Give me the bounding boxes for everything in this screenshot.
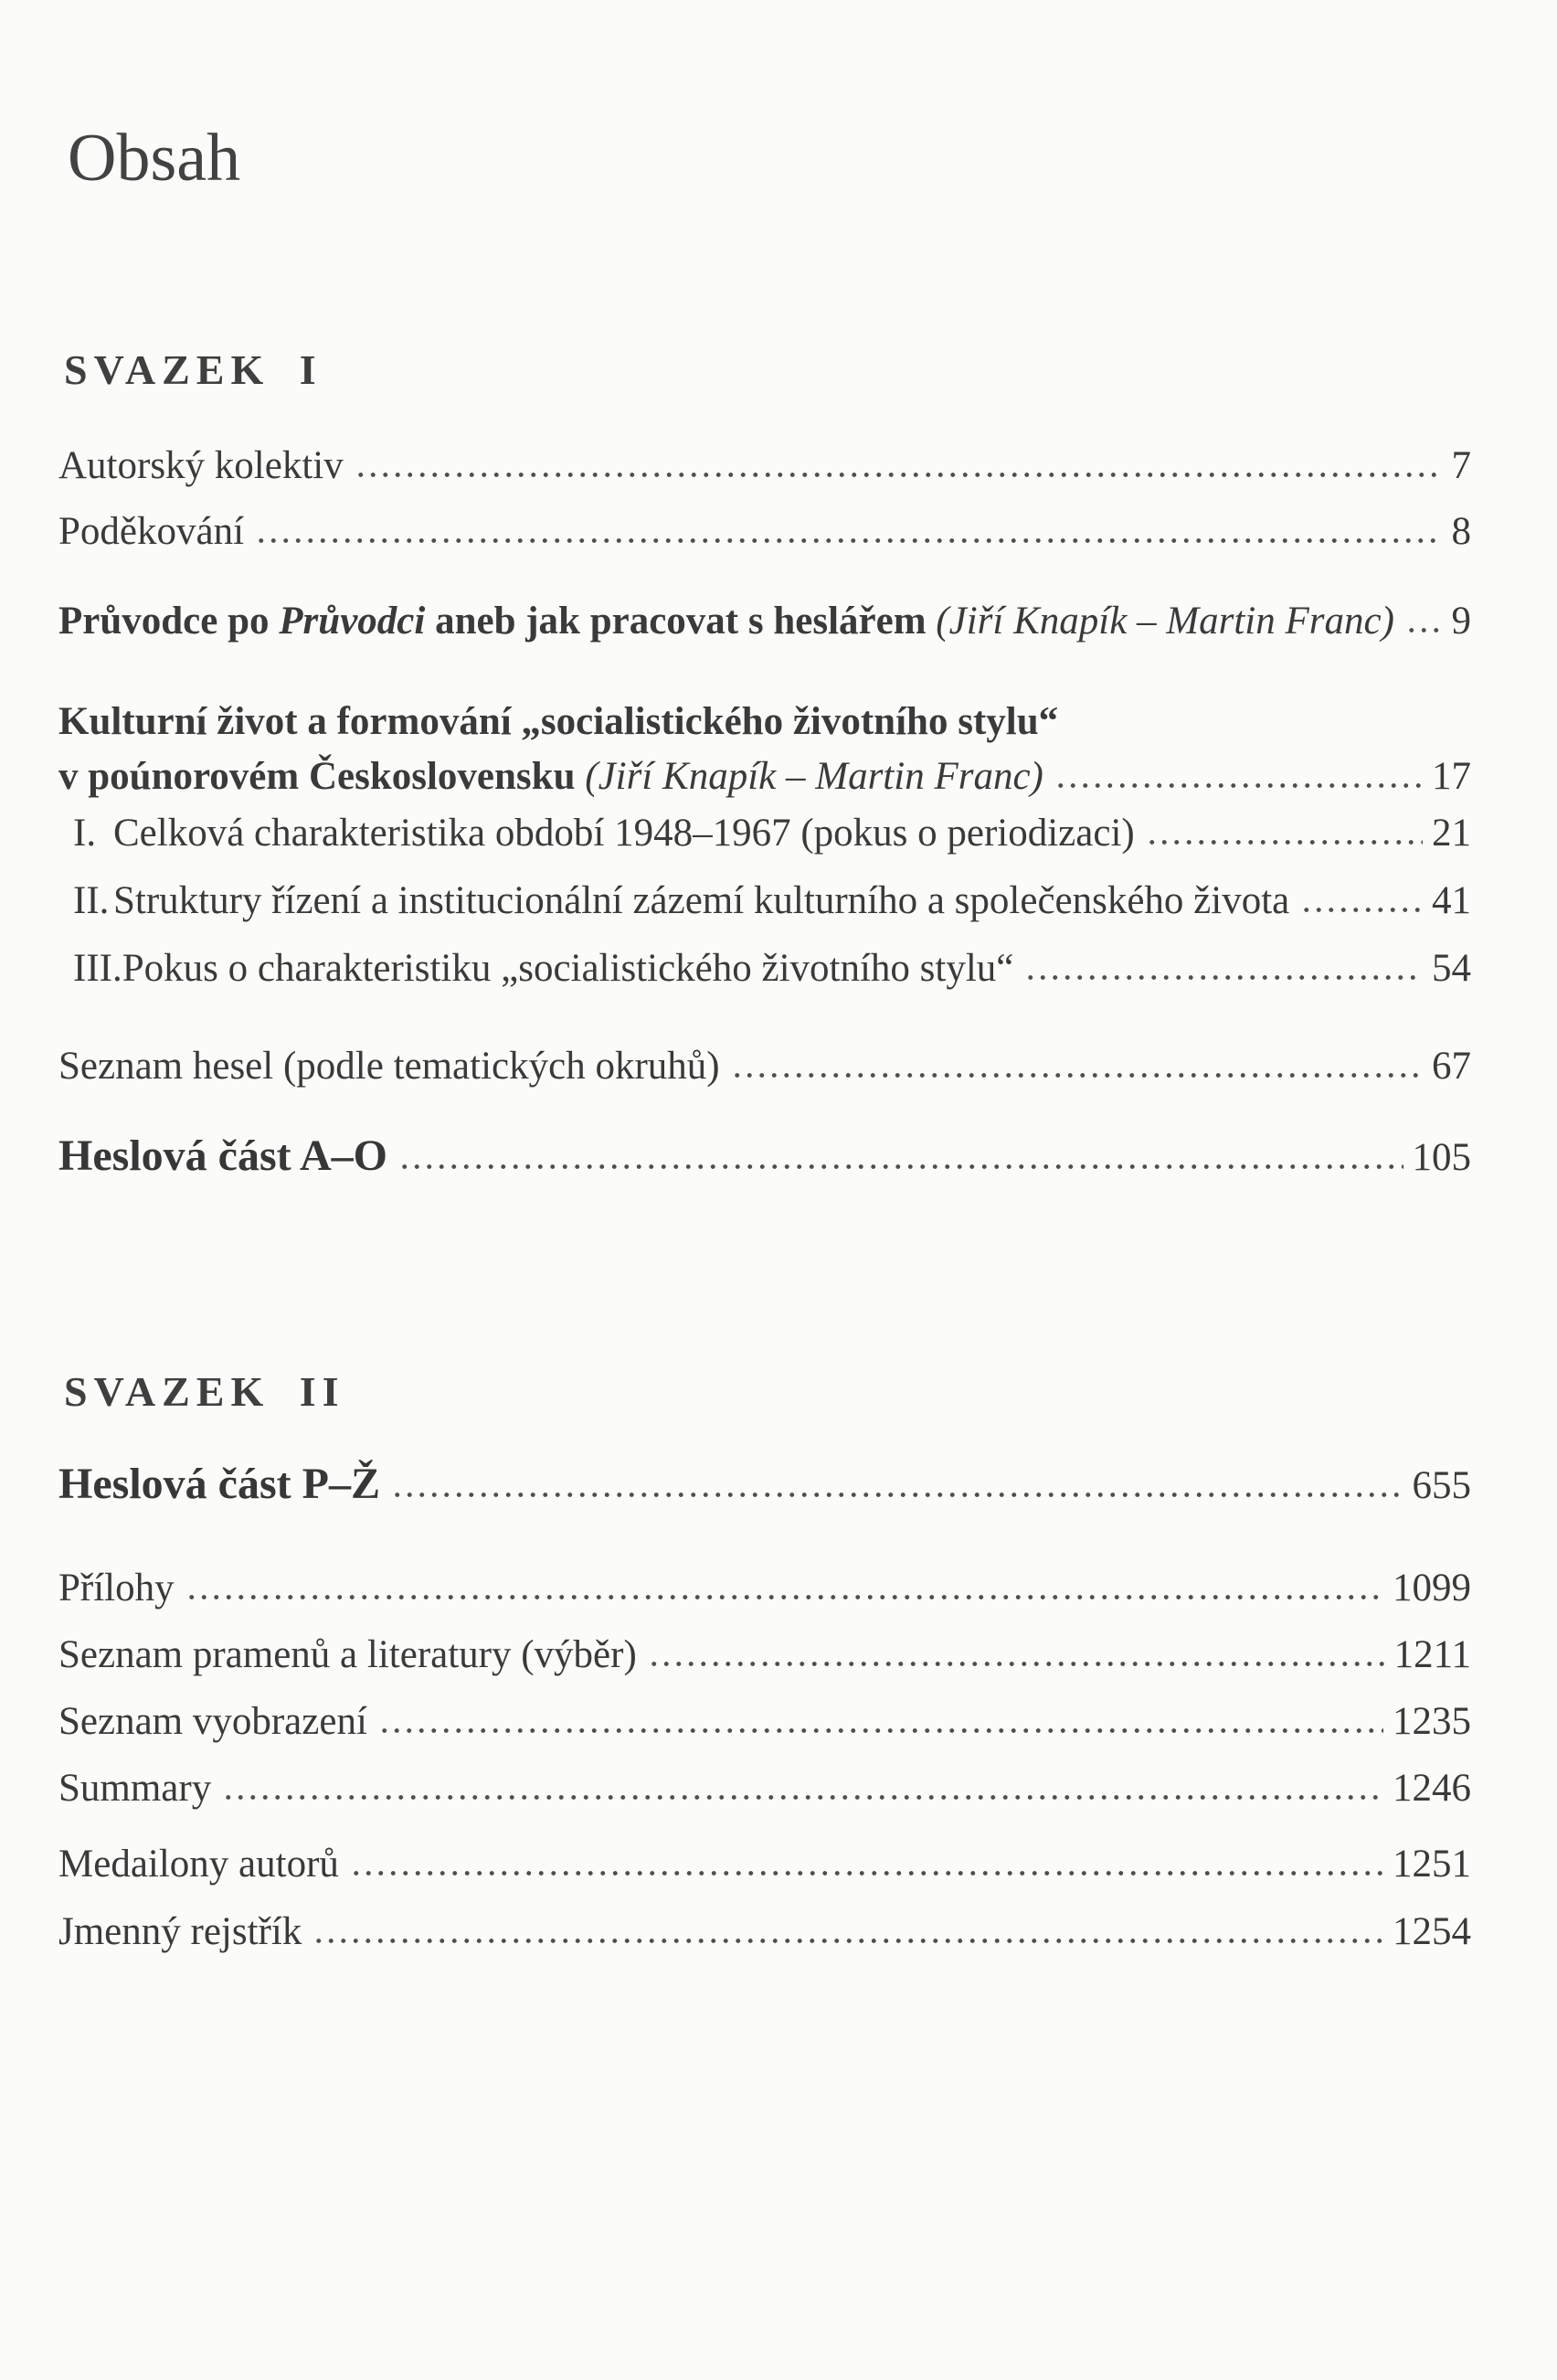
entry-label: Medailony autorů xyxy=(58,1843,339,1886)
dot-leader xyxy=(378,1727,1383,1734)
dot-leader xyxy=(731,1072,1423,1078)
toc-entry-medailony xyxy=(58,1844,1471,1884)
dot-leader xyxy=(185,1594,1383,1600)
page-number: 67 xyxy=(1432,1045,1471,1088)
page-number: 1099 xyxy=(1393,1567,1471,1610)
entry-label-part: v poúnorovém Československu xyxy=(58,755,586,798)
entry-label: Pokus o charakteristiku „socialistického životního stylu“ xyxy=(122,947,1014,990)
toc-entry-autorsky-kolektiv xyxy=(58,446,1471,485)
entry-label: Summary xyxy=(58,1767,212,1810)
toc-entry-kapitola-1 xyxy=(73,813,1471,853)
page-number: 8 xyxy=(1451,510,1471,553)
page-number: 54 xyxy=(1432,947,1471,990)
entry-label: Celková charakteristika období 1948–1967 (pokus o periodizaci) xyxy=(113,812,1135,855)
dot-leader xyxy=(255,537,1442,544)
entry-label: Seznam hesel (podle tematických okruhů) xyxy=(58,1045,720,1088)
toc-entry-kulturni-line2 xyxy=(58,757,1471,796)
page-number: 17 xyxy=(1432,755,1471,798)
dot-leader xyxy=(648,1661,1385,1667)
page-number: 7 xyxy=(1451,444,1471,487)
toc-entry-heslova-cast-pz xyxy=(58,1462,1471,1506)
page-number: 1211 xyxy=(1393,1633,1471,1676)
toc-entry-podekovani xyxy=(58,512,1471,551)
toc-entry-seznam-pramenu xyxy=(58,1635,1471,1674)
dot-leader xyxy=(355,472,1443,478)
toc-entry-jmenny-rejstrik xyxy=(58,1912,1471,1951)
entry-label xyxy=(58,757,1043,796)
page-number: 1254 xyxy=(1393,1910,1471,1953)
page-number: 9 xyxy=(1451,600,1471,643)
toc-entry-pruvodce xyxy=(58,601,1471,641)
toc-entry-kulturni-line1 xyxy=(58,702,1471,741)
entry-label: Jmenný rejstřík xyxy=(58,1910,302,1953)
dot-leader xyxy=(312,1938,1383,1944)
entry-authors: (Jiří Knapík – Martin Franc) xyxy=(585,755,1043,798)
entry-label: Seznam vyobrazení xyxy=(58,1700,367,1743)
toc-entry-kapitola-2 xyxy=(73,881,1471,920)
dot-leader xyxy=(1146,839,1423,845)
entry-label: Heslová část A–O xyxy=(58,1132,387,1180)
entry-label: Přílohy xyxy=(58,1567,175,1610)
toc-entry-seznam-hesel xyxy=(58,1047,1471,1086)
page-title: Obsah xyxy=(68,121,241,196)
entry-label: Autorský kolektiv xyxy=(58,444,344,487)
toc-entry-seznam-vyobrazeni xyxy=(58,1702,1471,1741)
entry-label-part-italic: Průvodci xyxy=(279,600,426,643)
dot-leader xyxy=(1054,782,1423,789)
page-number: 21 xyxy=(1432,812,1471,855)
dot-leader xyxy=(1024,974,1423,981)
entry-label-part: aneb jak pracovat s heslářem xyxy=(425,600,937,643)
page-number: 1251 xyxy=(1393,1843,1471,1886)
entry-label: Heslová část P–Ž xyxy=(58,1460,380,1508)
dot-leader xyxy=(1300,907,1423,913)
entry-label xyxy=(58,601,1394,641)
dot-leader xyxy=(222,1794,1383,1801)
page-number: 1235 xyxy=(1393,1700,1471,1743)
section-heading-svazek-1: SVAZEK I xyxy=(64,346,323,393)
dot-leader xyxy=(1405,627,1443,633)
page-number: 41 xyxy=(1432,879,1471,922)
page-number: 1246 xyxy=(1393,1767,1471,1810)
entry-label: Seznam pramenů a literatury (výběr) xyxy=(58,1633,637,1676)
roman-numeral: III. xyxy=(73,947,122,990)
page-number: 655 xyxy=(1412,1464,1471,1507)
entry-label: Kulturní život a formování „socialistického životního stylu“ xyxy=(58,700,1059,743)
entry-label: Struktury řízení a institucionální zázemí kulturního a společenského života xyxy=(113,879,1290,922)
entry-label: Poděkování xyxy=(58,510,245,553)
dot-leader xyxy=(350,1870,1383,1876)
entry-authors: (Jiří Knapík – Martin Franc) xyxy=(936,600,1394,643)
toc-entry-heslova-cast-ao xyxy=(58,1134,1471,1178)
toc-entry-kapitola-3 xyxy=(73,949,1471,988)
toc-entry-summary xyxy=(58,1769,1471,1808)
roman-numeral: I. xyxy=(73,812,97,855)
page-number: 105 xyxy=(1412,1136,1471,1179)
dot-leader xyxy=(391,1492,1403,1498)
toc-entry-prilohy xyxy=(58,1568,1471,1608)
entry-label-part: Průvodce po xyxy=(58,600,280,643)
section-heading-svazek-2: SVAZEK II xyxy=(64,1368,345,1415)
dot-leader xyxy=(398,1163,1403,1170)
roman-numeral: II. xyxy=(73,879,110,922)
